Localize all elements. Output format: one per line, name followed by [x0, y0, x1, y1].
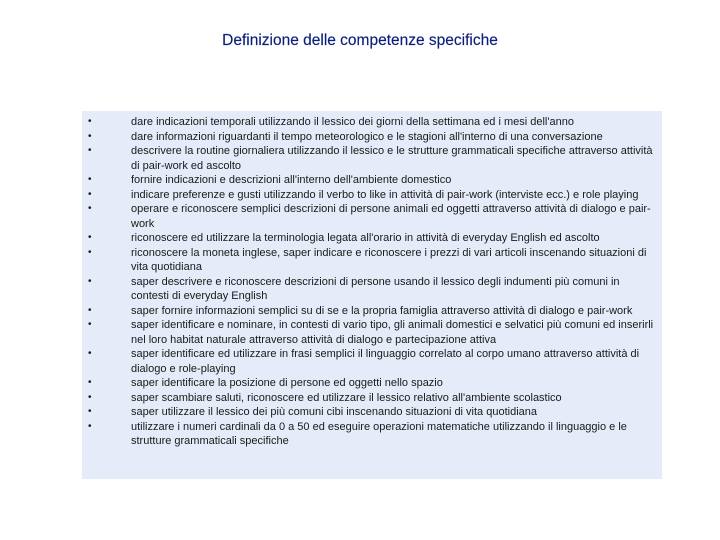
- list-item: [82, 144, 662, 173]
- list-item-text: dare indicazioni temporali utilizzando il lessico dei giorni della settimana ed i mesi dell'anno: [131, 116, 574, 128]
- list-item-text: riconoscere ed utilizzare la terminologia legata all'orario in attività di everyday English ed ascolto: [131, 232, 600, 244]
- bullet-icon: •: [88, 246, 92, 258]
- bullet-icon: •: [88, 377, 92, 388]
- list-item: [82, 391, 662, 406]
- bullet-icon: •: [88, 116, 92, 127]
- bullet-icon: •: [88, 188, 92, 200]
- list-item-text: utilizzare i numeri cardinali da 0 a 50 ed eseguire operazioni matematiche utilizzando il linguaggio e le strutture grammaticali specifiche: [131, 420, 627, 447]
- bullet-icon: •: [88, 348, 92, 359]
- list-item-text: dare informazioni riguardanti il tempo meteorologico e le stagioni all'interno di una conversazione: [131, 130, 603, 143]
- list-item: [82, 304, 662, 319]
- bullet-icon: •: [88, 145, 92, 156]
- bullet-icon: •: [88, 304, 92, 316]
- list-item-text: riconoscere la moneta inglese, saper indicare e riconoscere i prezzi di vari articoli inscenando situazioni di vita quotidiana: [131, 246, 647, 273]
- list-item-text: saper identificare e nominare, in contesti di vario tipo, gli animali domestici e selvatici più comuni ed inserirli nel loro habitat naturale attraverso attività di dialogo e partecipazione attiva: [131, 319, 654, 346]
- bullet-icon: •: [88, 319, 92, 330]
- bullet-icon: •: [88, 406, 92, 417]
- list-item: [82, 275, 662, 304]
- list-item-text: saper identificare ed utilizzare in frasi semplici il linguaggio correlato al corpo umano attraverso attività di dialogo e role-playing: [131, 348, 640, 375]
- list-item-text: fornire indicazioni e descrizioni all'interno dell'ambiente domestico: [131, 174, 452, 186]
- bullet-icon: •: [88, 391, 92, 403]
- competence-panel: [82, 111, 662, 479]
- list-item-text: saper descrivere e riconoscere descrizioni di persone usando il lessico degli indumenti più comuni in contesti di everyday English: [131, 275, 620, 302]
- list-item: [82, 173, 662, 188]
- bullet-icon: •: [88, 275, 92, 287]
- list-item-text: saper fornire informazioni semplici su di se e la propria famiglia attraverso attività di dialogo e pair-work: [131, 304, 633, 317]
- list-item-text: operare e riconoscere semplici descrizioni di persone animali ed oggetti attraverso attività di dialogo e pair-work: [131, 203, 651, 230]
- bullet-icon: •: [88, 420, 92, 432]
- list-item-text: saper scambiare saluti, riconoscere ed utilizzare il lessico relativo all'ambiente scolastico: [131, 391, 562, 404]
- competence-list: [82, 115, 662, 449]
- page-title: Definizione delle competenze specifiche: [222, 32, 498, 49]
- list-item: [82, 188, 662, 203]
- bullet-icon: •: [88, 174, 92, 185]
- list-item-text: saper utilizzare il lessico dei più comuni cibi inscenando situazioni di vita quotidiana: [131, 406, 538, 418]
- list-item-text: descrivere la routine giornaliera utilizzando il lessico e le strutture grammaticali specifiche attraverso attività di pair-work ed ascolto: [131, 145, 653, 172]
- list-item: [82, 246, 662, 275]
- list-item-text: saper identificare la posizione di persone ed oggetti nello spazio: [131, 377, 443, 389]
- list-item: [82, 347, 662, 376]
- list-item-text: indicare preferenze e gusti utilizzando il verbo to like in attività di pair-work (interviste ecc.) e role playing: [131, 188, 639, 201]
- list-item: [82, 115, 662, 130]
- list-item: [82, 405, 662, 420]
- list-item: [82, 231, 662, 246]
- list-item: [82, 202, 662, 231]
- bullet-icon: •: [88, 130, 92, 142]
- list-item: [82, 376, 662, 391]
- list-item: [82, 420, 662, 449]
- list-item: [82, 318, 662, 347]
- list-item: [82, 130, 662, 145]
- bullet-icon: •: [88, 232, 92, 243]
- bullet-icon: •: [88, 203, 92, 214]
